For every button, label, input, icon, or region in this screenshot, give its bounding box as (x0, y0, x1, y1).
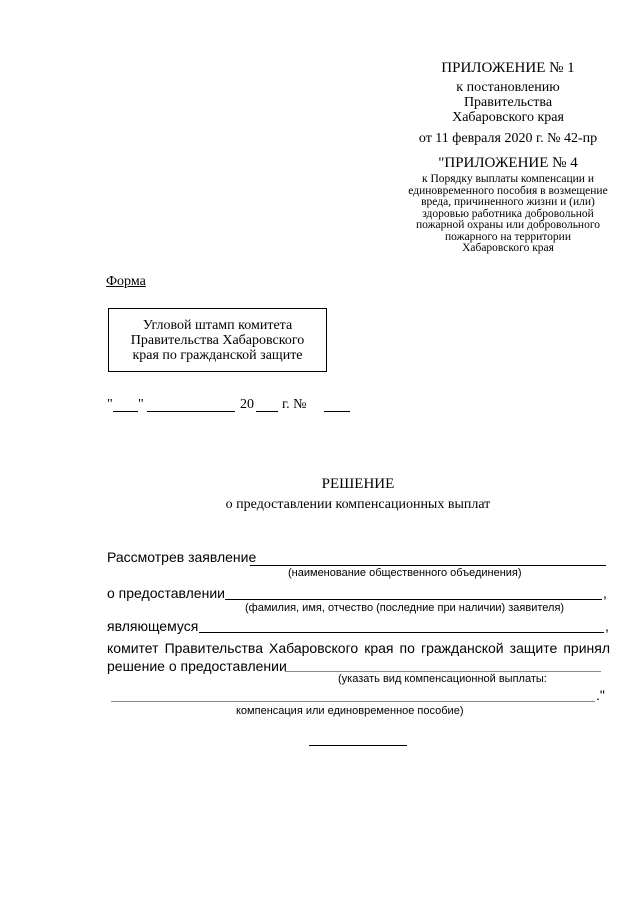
closing-separator (309, 745, 407, 746)
appendix4-line: к Порядку выплаты компенсации и (421, 173, 594, 185)
organization-caption: (наименование общественного объединения) (288, 567, 522, 579)
date-open-quote: " (107, 397, 113, 412)
appendix1-block (390, 60, 626, 146)
corner-stamp-box (108, 308, 327, 372)
appendix1-line: Правительства (463, 95, 553, 110)
provision-comma: , (603, 585, 607, 601)
form-label: Форма (106, 274, 146, 289)
payment-type-continuation-blank[interactable] (111, 701, 595, 702)
day-blank[interactable] (113, 411, 138, 412)
decision-subtitle: о предоставлении компенсационных выплат (225, 497, 491, 512)
appendix4-title: "ПРИЛОЖЕНИЕ № 4 (438, 155, 578, 171)
appendix1-line: к постановлению (456, 80, 560, 95)
being-blank[interactable] (199, 632, 604, 633)
year-blank[interactable] (256, 411, 278, 412)
stamp-line: Угловой штамп комитета (142, 318, 293, 333)
appendix4-line: вреда, причиненного жизни и (или) (421, 196, 595, 208)
year-number-suffix: г. № (282, 397, 307, 412)
stamp-line: Правительства Хабаровского (130, 333, 305, 348)
considered-label: Рассмотрев заявление (107, 549, 257, 565)
appendix1-line: Хабаровского края (452, 110, 564, 125)
appendix4-line: Хабаровского края (462, 242, 554, 254)
year-prefix: 20 (240, 397, 254, 412)
committee-text: комитет Правительства Хабаровского края по гражданской защите принял (107, 640, 610, 656)
provision-label: о предоставлении (107, 585, 225, 601)
appendix1-date: от 11 февраля 2020 г. № 42-пр (418, 131, 598, 146)
end-quote: ." (596, 687, 605, 703)
being-label: являющемуся (107, 618, 199, 634)
appendix4-line: единовременного пособия в возмещение (408, 184, 608, 197)
payment-type-caption-2: компенсация или единовременное пособие) (236, 705, 464, 717)
payment-type-blank[interactable] (285, 671, 601, 672)
appendix4-line: пожарной охраны или добровольного (415, 219, 601, 231)
appendix1-title: ПРИЛОЖЕНИЕ № 1 (441, 60, 575, 76)
payment-type-caption: (указать вид компенсационной выплаты: (338, 673, 547, 685)
being-comma: , (605, 618, 609, 634)
appendix4-line: здоровью работника добровольной (422, 207, 594, 220)
decision-label: решение о предоставлении (107, 658, 287, 674)
decision-title: РЕШЕНИЕ (321, 476, 395, 492)
appendix4-line: пожарного на территории (445, 230, 571, 243)
date-close-quote: " (138, 397, 144, 412)
organization-name-blank[interactable] (250, 565, 606, 566)
appendix4-block (390, 155, 626, 255)
stamp-line: края по гражданской защите (132, 348, 303, 363)
applicant-name-blank[interactable] (225, 599, 602, 600)
month-blank[interactable] (147, 411, 235, 412)
number-blank[interactable] (324, 411, 350, 412)
applicant-caption: (фамилия, имя, отчество (последние при наличии) заявителя) (245, 602, 565, 614)
